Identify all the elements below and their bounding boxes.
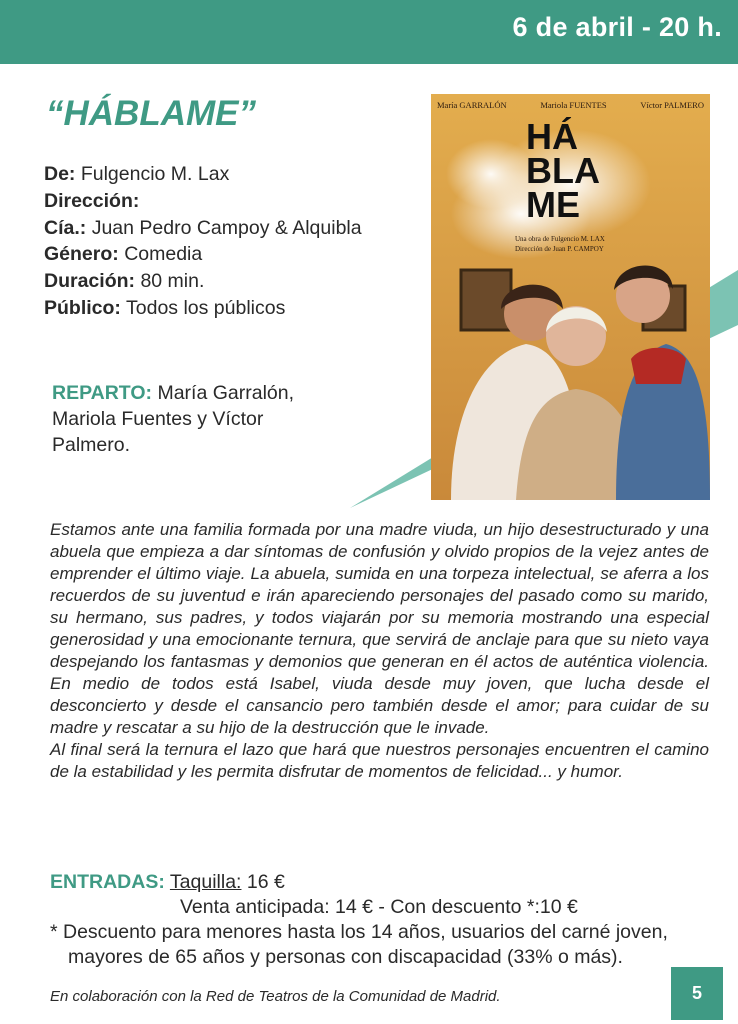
tickets-row-taquilla [50, 870, 720, 895]
poster-title: HÁ BLA ME [526, 116, 600, 225]
header-bar [0, 0, 738, 64]
poster-cast-line: María GARRALÓN Mariola FUENTES Víctor PALMERO [437, 100, 704, 110]
event-date: 6 de abril - 20 h. [512, 12, 722, 42]
tickets-note-line2: mayores de 65 años y personas con discapacidad (33% o más). [68, 946, 623, 968]
tickets-note-line1: * Descuento para menores hasta los 14 años, usuarios del carné joven, [50, 921, 668, 943]
show-title: “HÁBLAME” [46, 94, 256, 133]
tickets-block [50, 870, 720, 970]
tickets-label: ENTRADAS: [50, 871, 165, 893]
detail-author: De: Fulgencio M. Lax [44, 163, 230, 185]
tickets-row-advance: Venta anticipada: 14 € - Con descuento *:10 € [180, 896, 578, 918]
detail-direction: Dirección: [44, 189, 140, 212]
poster-credits: Una obra de Fulgencio M. LAX Dirección de Juan P. CAMPOY [515, 235, 605, 253]
synopsis [50, 519, 709, 783]
cast-names: María Garralón, Mariola Fuentes y Víctor Palmero. [52, 382, 295, 456]
detail-duration: Duración: 80 min. [44, 270, 205, 293]
cast-block [52, 380, 342, 458]
footer-credit: En colaboración con la Red de Teatros de la Comunidad de Madrid. [50, 988, 501, 1005]
synopsis-paragraph: Al final será la ternura el lazo que hará que nuestros personajes encuentren el camino de la estabilidad y les permita disfrutar de momentos de felicidad... y humor. [50, 740, 709, 781]
detail-genre: Género: Comedia [44, 243, 203, 266]
cast-label: REPARTO: [52, 382, 153, 404]
detail-audience: Público: Todos los públicos [44, 296, 286, 319]
taquilla-price: 16 € [246, 871, 285, 893]
show-poster [431, 94, 710, 500]
taquilla-label: Taquilla: [169, 871, 242, 893]
page-number: 5 [671, 967, 723, 1020]
synopsis-paragraph: Estamos ante una familia formada por una madre viuda, un hijo desestructurado y una abuela que empieza a dar síntomas de confusión y olvido propios de la vejez antes de emprender el último viaje. La abuela, sumida en una torpeza intelectual, se aferra a los recuerdos de su juventud e irán apareciendo personajes del pasado como su marido, su hermano, sus padres, y todos viajarán por su memoria mostrando una especial generosidad y una emocionante ternura, que servirá de anclaje para que su nieto vaya despejando los fantasmas y demonios que generan en él actos de auténtica violencia. En medio de todos está Isabel, viuda desde muy joven, que lucha desde el desconcierto y desde el cansancio pero también desde el amor; para cuidar de su madre y rescatar a su hijo de la destrucción que le invade. [50, 520, 709, 737]
detail-company: Cía.: Juan Pedro Campoy & Alquibla [44, 216, 362, 239]
